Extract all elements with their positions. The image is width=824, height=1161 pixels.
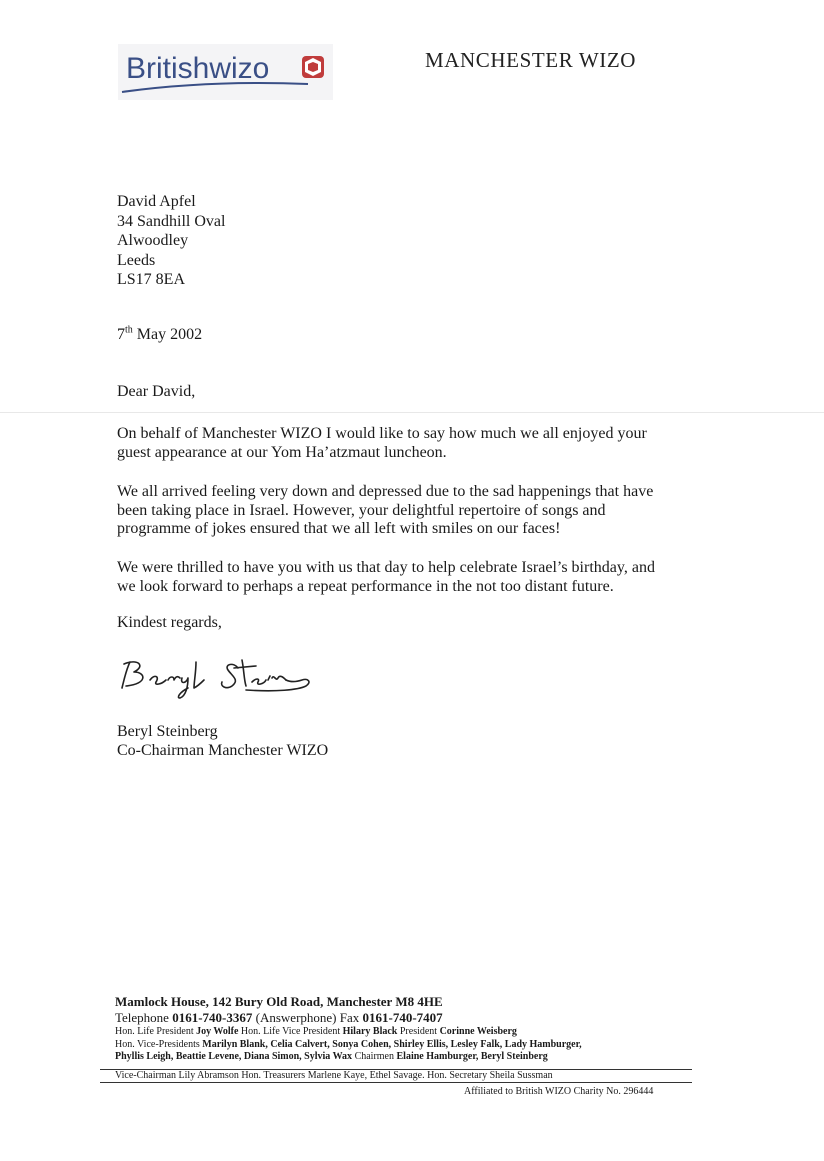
officer-name: Corinne Weisberg [439,1026,517,1037]
officer-text: Hon. Life President [115,1026,197,1037]
signer-block [117,722,328,760]
letter-date [117,326,202,344]
tel-note: (Answerphone) Fax [252,1010,363,1025]
paragraph-line: been taking place in Israel. However, your delightful repertoire of songs and [117,501,606,519]
footer-address: Mamlock House, 142 Bury Old Road, Manchester M8 4HE [115,994,443,1009]
scan-artifact-line [0,412,824,413]
fax-number: 0161-740-7407 [362,1010,443,1025]
paragraph-1 [117,425,717,462]
officer-text: President [397,1026,440,1037]
footer-rule-bottom [100,1082,692,1083]
org-title: MANCHESTER WIZO [425,48,637,72]
date-suffix: th [125,324,133,336]
footer-officers-line-3 [115,1051,695,1064]
signer-title: Co-Chairman Manchester WIZO [117,742,329,759]
paragraph-3 [117,559,717,596]
handwritten-signature [116,652,326,702]
tel-label: Telephone [115,1010,173,1025]
paragraph-2 [117,483,717,539]
closing: Kindest regards, [117,614,222,631]
british-wizo-logo [118,44,333,100]
recipient-area: Alwoodley [117,232,189,249]
footer-officers-line-1 [115,1026,695,1039]
footer-affiliation: Affiliated to British WIZO Charity No. 296444 [464,1086,654,1097]
paragraph-line: programme of jokes ensured that we all left with smiles on our faces! [117,520,561,537]
officer-text: Hon. Life Vice President [238,1026,343,1037]
paragraph-line: We all arrived feeling very down and depressed due to the sad happenings that have [117,483,654,500]
recipient-postcode: LS17 8EA [117,271,185,288]
paragraph-line: we look forward to perhaps a repeat performance in the not too distant future. [117,577,614,595]
paragraph-line: guest appearance at our Yom Ha’atzmaut luncheon. [117,443,447,461]
officer-name: Elaine Hamburger, Beryl Steinberg [396,1051,548,1062]
wizo-emblem-icon [118,44,333,100]
footer-officers-line-2 [115,1039,695,1052]
recipient-name: David Apfel [117,193,196,210]
recipient-city: Leeds [117,251,156,269]
date-rest: May 2002 [132,326,203,343]
officer-name: Phyllis Leigh, Beattie Levene, Diana Simon, Sylvia Wax [115,1051,353,1062]
date-day: 7 [117,326,125,343]
footer-phone-line [115,1010,695,1026]
salutation: Dear David, [117,383,196,400]
officer-text: Chairmen [352,1051,397,1062]
signature-icon [116,652,326,702]
signer-name: Beryl Steinberg [117,723,218,740]
footer-vice-line: Vice-Chairman Lily Abramson Hon. Treasurers Marlene Kaye, Ethel Savage. Hon. Secretary Sheila Sussman [115,1070,553,1081]
paragraph-line: We were thrilled to have you with us that day to help celebrate Israel’s birthday, and [117,559,655,576]
officer-name: Joy Wolfe [196,1026,239,1037]
recipient-street: 34 Sandhill Oval [117,212,226,230]
officer-name: Marilyn Blank, Celia Calvert, Sonya Cohen, Shirley Ellis, Lesley Falk, Lady Hamburger, [202,1038,582,1050]
tel-number: 0161-740-3367 [172,1010,253,1025]
paragraph-line: On behalf of Manchester WIZO I would like to say how much we all enjoyed your [117,425,647,442]
officer-text: Hon. Vice-Presidents [115,1038,203,1050]
recipient-address [117,192,225,290]
letterhead-footer [115,994,695,1064]
officer-name: Hilary Black [342,1026,398,1037]
logo-brand-text: Britishwizo [126,52,270,85]
